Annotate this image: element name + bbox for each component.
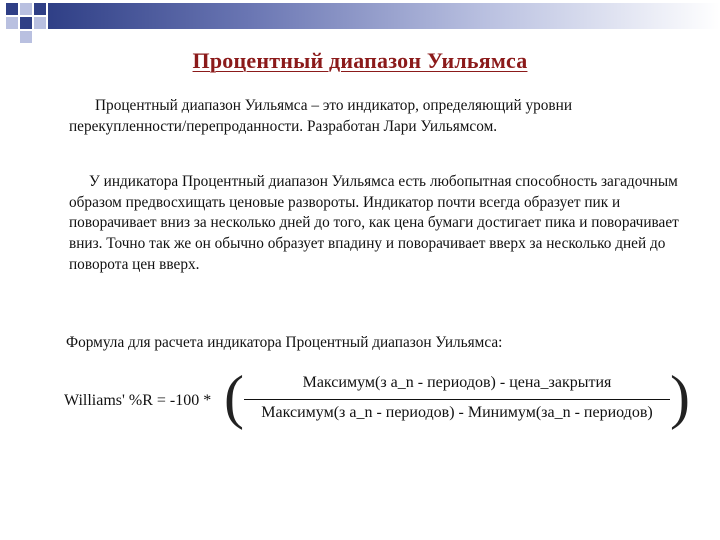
formula-right-paren: ) [670, 364, 690, 430]
formula-caption: Формула для расчета индикатора Процентный диапазон Уильямса: [66, 334, 503, 351]
header-gradient-strip [48, 3, 720, 29]
formula-lhs: Williams' %R = -100 * [64, 392, 212, 409]
decorative-square [20, 31, 32, 43]
description-paragraph: У индикатора Процентный диапазон Уильямса есть любопытная способность загадочным образом предвосхищать ценовые развороты. Индикатор почти всегда образует пик и поворачивает вниз за несколько дней до того, как цена бумаги достигает пика и поворачивает вниз. Точно так же он обычно образует впадину и поворачивает вверх за несколько дней до поворота цен вверх. [69, 173, 679, 273]
decorative-square [34, 17, 46, 29]
intro-paragraph: Процентный диапазон Уильямса – это индикатор, определяющий уровни перекупленности/перепроданности. Разработан Лари Уильямсом. [69, 97, 573, 135]
decorative-square [20, 17, 32, 29]
fraction-bar [244, 399, 670, 400]
decorative-square [34, 3, 46, 15]
williams-r-formula [64, 364, 694, 434]
decorative-header-bar [0, 0, 720, 34]
decorative-square [20, 3, 32, 15]
formula-left-paren: ( [224, 364, 244, 430]
formula-denominator: Максимум(з а_n - периодов) - Минимум(за_n - периодов) [261, 404, 653, 421]
formula-numerator: Максимум(з а_n - периодов) - цена_закрытия [302, 374, 612, 391]
page-title: Процентный диапазон Уильямса [192, 48, 528, 73]
decorative-square [6, 17, 18, 29]
decorative-square [6, 3, 18, 15]
